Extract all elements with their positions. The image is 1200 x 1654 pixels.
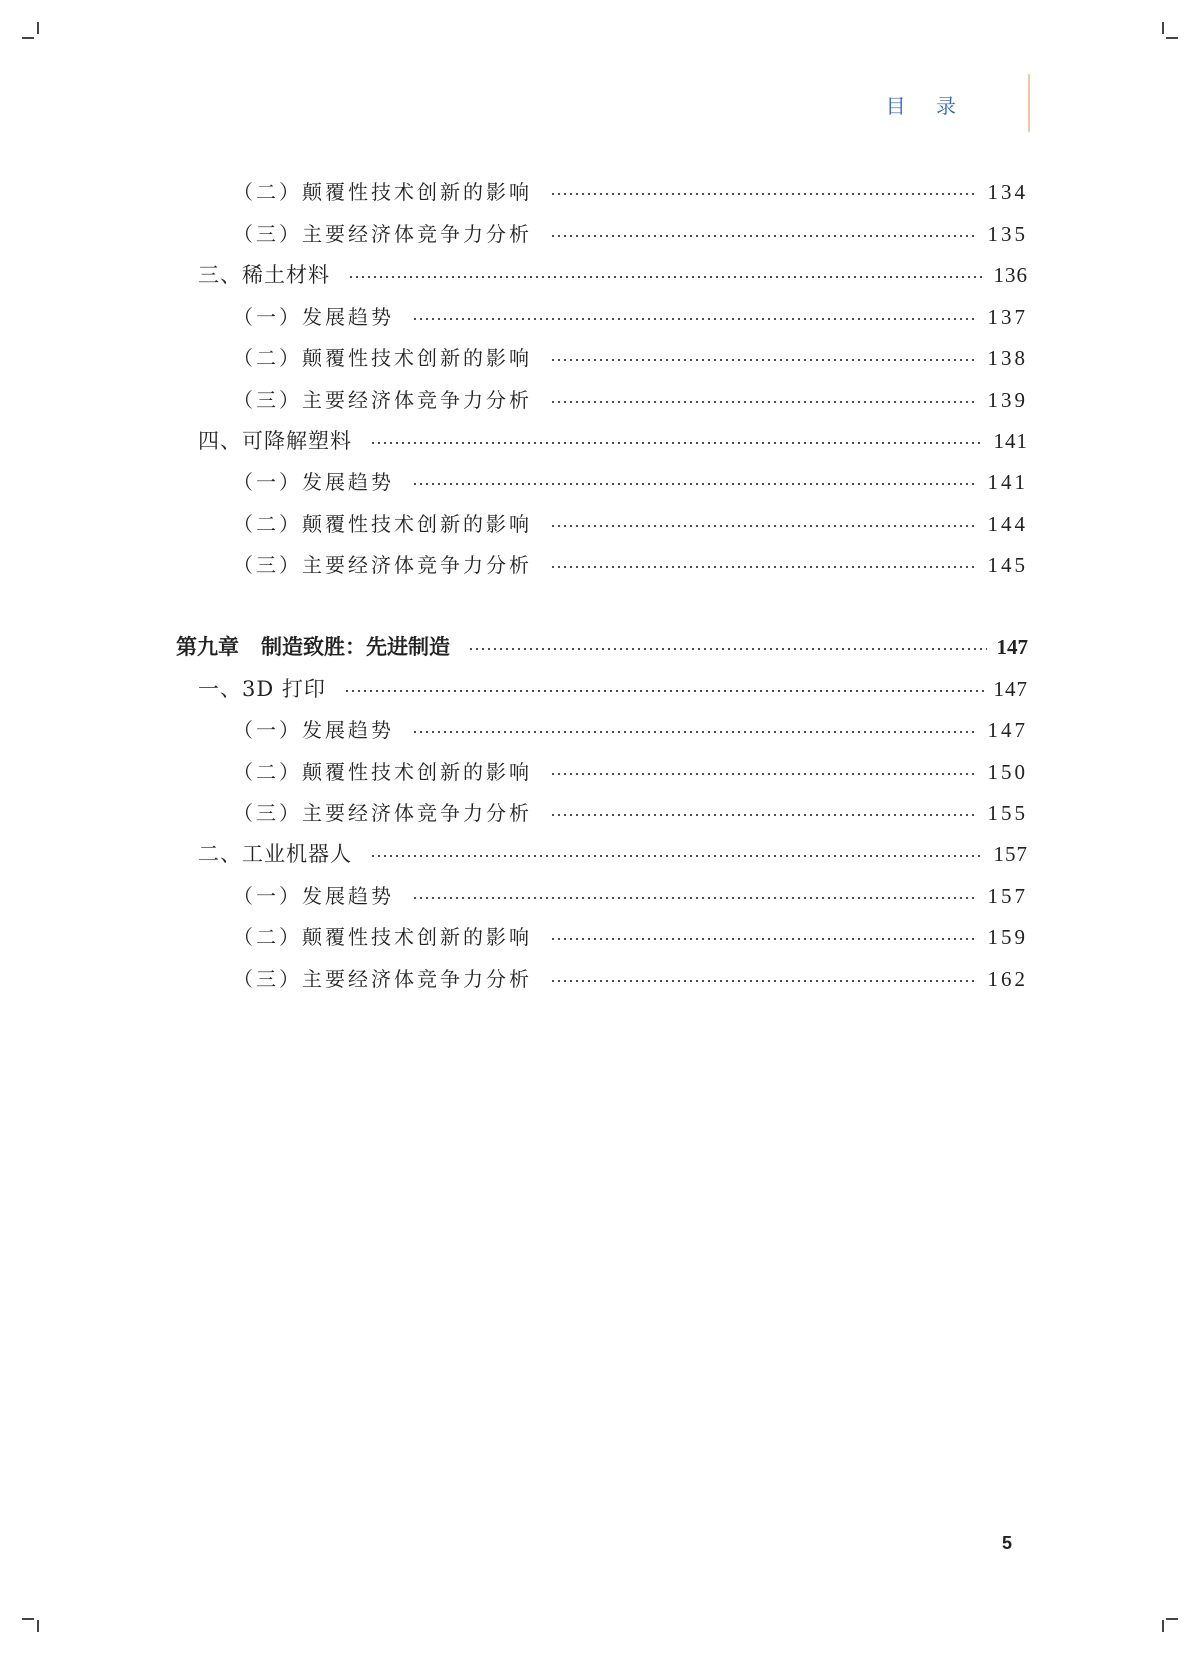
toc-entry[interactable]: [233, 715, 1028, 745]
crop-mark-top-right-h: [1166, 37, 1178, 39]
toc-entry[interactable]: [233, 964, 1028, 994]
toc-entry[interactable]: [233, 343, 1028, 373]
crop-mark-bottom-left-v: [37, 1620, 39, 1632]
toc-page-number: 162: [987, 967, 1028, 991]
toc-entry[interactable]: [198, 260, 1028, 290]
crop-mark-bottom-right-v: [1162, 1620, 1164, 1632]
toc-page-number: 150: [987, 760, 1028, 784]
toc-entry[interactable]: [198, 426, 1028, 456]
toc-entry-title: 三、稀土材料: [198, 263, 330, 287]
chapter-number: 第九章: [176, 635, 239, 659]
toc-entry[interactable]: [233, 550, 1028, 580]
toc-chapter-entry[interactable]: [176, 632, 1028, 662]
toc-page-number: 145: [987, 553, 1028, 577]
toc-entry-title: （二）颠覆性技术创新的影响: [233, 760, 532, 784]
toc-entry-title: （三）主要经济体竞争力分析: [233, 553, 532, 577]
toc-entry-title: （二）颠覆性技术创新的影响: [233, 346, 532, 370]
crop-mark-bottom-left-h: [22, 1618, 34, 1620]
toc-page-number: 144: [987, 512, 1028, 536]
dot-leader: [468, 648, 987, 650]
toc-entry[interactable]: [233, 798, 1028, 828]
toc-entry-title: （二）颠覆性技术创新的影响: [233, 925, 532, 949]
dot-leader: [550, 401, 978, 403]
header-accent-rule: [1028, 74, 1030, 132]
dot-leader: [344, 690, 984, 692]
crop-mark-top-left-v: [37, 22, 39, 34]
dot-leader: [412, 483, 978, 485]
dot-leader: [550, 938, 978, 940]
crop-mark-bottom-right-h: [1166, 1618, 1178, 1620]
crop-mark-top-left-h: [22, 37, 34, 39]
dot-leader: [550, 359, 978, 361]
toc-page-number: 138: [987, 346, 1028, 370]
toc-entry[interactable]: [233, 385, 1028, 415]
toc-entry[interactable]: [198, 839, 1028, 869]
dot-leader: [412, 731, 978, 733]
toc-entry-title: （三）主要经济体竞争力分析: [233, 222, 532, 246]
toc-page-number: 141: [993, 429, 1028, 453]
dot-leader: [550, 193, 978, 195]
toc-entry-title: 四、可降解塑料: [198, 429, 352, 453]
toc-page-number: 141: [987, 470, 1028, 494]
toc-entry[interactable]: [233, 509, 1028, 539]
dot-leader: [348, 276, 984, 278]
toc-entry[interactable]: [233, 302, 1028, 332]
toc-entry[interactable]: [233, 177, 1028, 207]
toc-page-number: 137: [987, 305, 1028, 329]
dot-leader: [550, 566, 978, 568]
toc-entry-title: （一）发展趋势: [233, 470, 394, 494]
toc-entry[interactable]: [233, 757, 1028, 787]
toc-entry[interactable]: [233, 467, 1028, 497]
dot-leader: [550, 235, 978, 237]
dot-leader: [370, 442, 984, 444]
page-number: 5: [1002, 1533, 1013, 1553]
toc-entry[interactable]: [198, 674, 1028, 704]
toc-page-number: 134: [987, 180, 1028, 204]
dot-leader: [370, 855, 984, 857]
toc-page-number: 157: [993, 842, 1028, 866]
dot-leader: [550, 814, 978, 816]
toc-entry[interactable]: [233, 881, 1028, 911]
dot-leader: [412, 318, 978, 320]
toc-entry-title: （三）主要经济体竞争力分析: [233, 801, 532, 825]
toc-page-number: 155: [987, 801, 1028, 825]
toc-entry-title: 一、3D 打印: [198, 677, 326, 701]
toc-page-number: 147: [996, 635, 1028, 659]
toc-entry-title: （二）颠覆性技术创新的影响: [233, 512, 532, 536]
toc-page-number: 147: [993, 677, 1028, 701]
toc-page-number: 135: [987, 222, 1028, 246]
toc-page-number: 159: [987, 925, 1028, 949]
dot-leader: [412, 897, 978, 899]
toc-entry-title: （三）主要经济体竞争力分析: [233, 967, 532, 991]
chapter-title: 制造致胜：先进制造: [261, 635, 450, 659]
toc-entry[interactable]: [233, 219, 1028, 249]
toc-page-number: 157: [987, 884, 1028, 908]
toc-page-number: 139: [987, 388, 1028, 412]
toc-entry-title: （二）颠覆性技术创新的影响: [233, 180, 532, 204]
toc-page-number: 147: [987, 718, 1028, 742]
toc-entry-title: （三）主要经济体竞争力分析: [233, 388, 532, 412]
toc-entry-title: （一）发展趋势: [233, 884, 394, 908]
dot-leader: [550, 773, 978, 775]
dot-leader: [550, 980, 978, 982]
toc-page-number: 136: [993, 263, 1028, 287]
toc-entry-title: 二、工业机器人: [198, 842, 352, 866]
toc-entry[interactable]: [233, 922, 1028, 952]
toc-entry-title: （一）发展趋势: [233, 305, 394, 329]
toc-entry-title: [176, 632, 450, 662]
toc-entry-title: （一）发展趋势: [233, 718, 394, 742]
dot-leader: [550, 525, 978, 527]
running-header-title: 目 录: [885, 94, 968, 118]
crop-mark-top-right-v: [1162, 22, 1164, 34]
